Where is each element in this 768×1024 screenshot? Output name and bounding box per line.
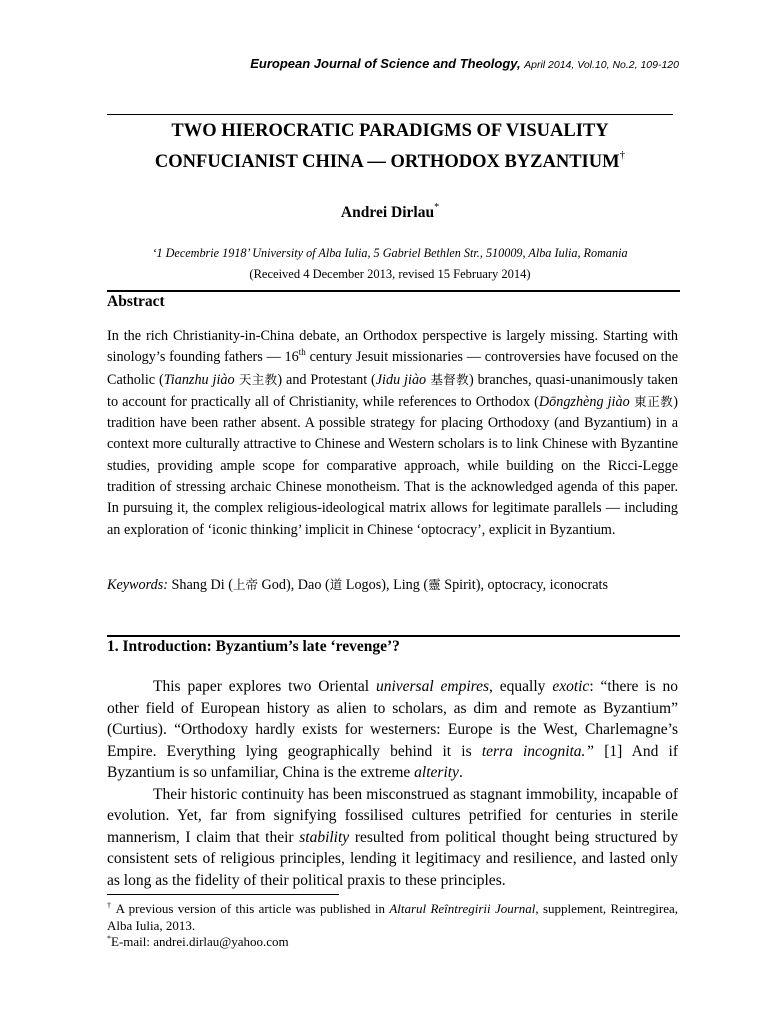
abstract-chinese: 天主教 <box>234 371 278 387</box>
intro-emphasis: stability <box>299 828 350 846</box>
keyword-chinese: 上帝 <box>232 577 258 592</box>
abstract-part: In the rich Christianity-in-China debate, an Orthodox perspective is largely missing. Starting with sinology’s founding fathers — 16 <box>107 328 678 366</box>
footnote-1 <box>107 901 678 934</box>
journal-name: European Journal of Science and Theology, <box>250 56 521 71</box>
intro-emphasis: exotic <box>552 678 590 695</box>
title-line-2 <box>107 147 673 178</box>
footnote-2-marker: * <box>107 934 111 943</box>
footnote-1-marker: † <box>107 901 113 910</box>
intro-paragraph-1 <box>107 676 678 784</box>
intro-part: [1] And if Byzantium is so unfamiliar, China is the extreme <box>107 742 679 781</box>
title-footnote-marker: † <box>619 149 626 161</box>
paper-title <box>107 116 673 178</box>
keyword-part: God), Dao ( <box>258 577 330 593</box>
footnote-2 <box>107 934 678 951</box>
author-name: Andrei Dirlau <box>340 204 435 221</box>
intro-emphasis: alterity <box>414 764 459 781</box>
abstract-part: ) branches, quasi-unanimously taken to account for practically all of Christianity, while references to Orthodox ( <box>107 371 679 410</box>
keyword-chinese: 道 <box>329 577 343 592</box>
abstract-part: ) tradition have been rather absent. A possible strategy for placing Orthodoxy (and Byzantium) in a context more culturally attractive to Chinese and Western scholars is to link Chinese with Byzantine studies, providing ample scope for comparative approach, while building on the Ricci-Legge tradition of stressing archaic Chinese monotheism. That is the acknowledged agenda of this paper. In pursuing it, the complex religious-ideological matrix allows for legitimate parallels — including an exploration of ‘iconic thinking’ implicit in Chinese ‘optocracy’, explicit in Byzantium. <box>107 393 678 538</box>
keywords <box>107 574 678 597</box>
intro-part: resulted from political thought being structured by consistent sets of religious principles, lending it legitimacy and resilience, and lasted only as long as the fidelity of their political praxis to these principles. <box>107 828 678 889</box>
intro-part: , equally <box>489 678 553 695</box>
keyword-chinese: 靈 <box>428 577 441 592</box>
footnotes <box>107 901 678 951</box>
abstract-pinyin: Tianzhu jiào <box>163 371 235 388</box>
abstract-part: ) and Protestant ( <box>277 371 376 388</box>
journal-meta: April 2014, Vol.10, No.2, 109-120 <box>524 59 679 71</box>
intro-part: : “there is no other field of European history as alien to scholars, as dim and remote as Byzantium” (Curtius). “Orthodoxy hardly exists for westerners: Europe is the West, Charlemagne’s Empire. Everything lying geographically behind it is <box>107 678 678 760</box>
intro-text <box>107 676 678 891</box>
footnote-rule <box>107 894 339 895</box>
footnote-part: A previous version of this article was published in <box>112 901 390 916</box>
intro-part: Their historic continuity has been misconstrued as stagnant immobility, incapable of evolution. Yet, far from signifying fossilised cultures petrified for centuries in sterile mannerism, I claim that their <box>107 785 678 846</box>
abstract-rule <box>107 290 680 292</box>
intro-heading: 1. Introduction: Byzantium’s late ‘revenge’? <box>107 638 400 655</box>
abstract-pinyin: Dōngzhèng jiào <box>538 393 630 410</box>
keywords-label: Keywords: <box>107 577 168 593</box>
keyword-part: Logos), Ling ( <box>342 577 429 593</box>
keyword-part: Spirit), optocracy, iconocrats <box>440 577 608 593</box>
author <box>107 204 673 222</box>
received-dates: (Received 4 December 2013, revised 15 February 2014) <box>249 267 531 281</box>
journal-header <box>250 56 679 71</box>
intro-rule <box>107 635 680 637</box>
intro-part: . <box>458 764 463 781</box>
title-line-1: TWO HIEROCRATIC PARADIGMS OF VISUALITY <box>171 121 609 141</box>
title-line-2-text: CONFUCIANIST CHINA — ORTHODOX BYZANTIUM <box>154 152 620 172</box>
header-rule <box>107 114 673 115</box>
abstract-chinese: 基督教 <box>426 371 469 387</box>
affiliation: ‘1 Decembrie 1918’ University of Alba Iulia, 5 Gabriel Bethlen Str., 510009, Alba Iulia, Romania <box>152 246 628 260</box>
footnote-emphasis: Altarul Reîntregirii Journal <box>389 901 536 916</box>
footnote-part: , supplement, Reintregirea, Alba Iulia, 2013. <box>107 901 679 933</box>
keyword-part: Shang Di ( <box>167 577 233 593</box>
abstract-sup: th <box>298 347 306 358</box>
abstract-text <box>107 326 678 541</box>
intro-part: This paper explores two Oriental <box>153 678 376 695</box>
author-footnote-marker: * <box>434 202 440 213</box>
intro-emphasis: universal empires <box>375 678 490 695</box>
abstract-chinese: 東正教 <box>629 393 674 409</box>
intro-emphasis: terra incognita.” <box>481 742 595 760</box>
footnote-email: E-mail: andrei.dirlau@yahoo.com <box>111 934 289 949</box>
abstract-part: century Jesuit missionaries — controversies have focused on the Catholic ( <box>107 349 678 388</box>
abstract-heading: Abstract <box>107 293 165 310</box>
intro-paragraph-2 <box>107 784 678 892</box>
abstract-pinyin: Jidu jiào <box>375 371 427 388</box>
